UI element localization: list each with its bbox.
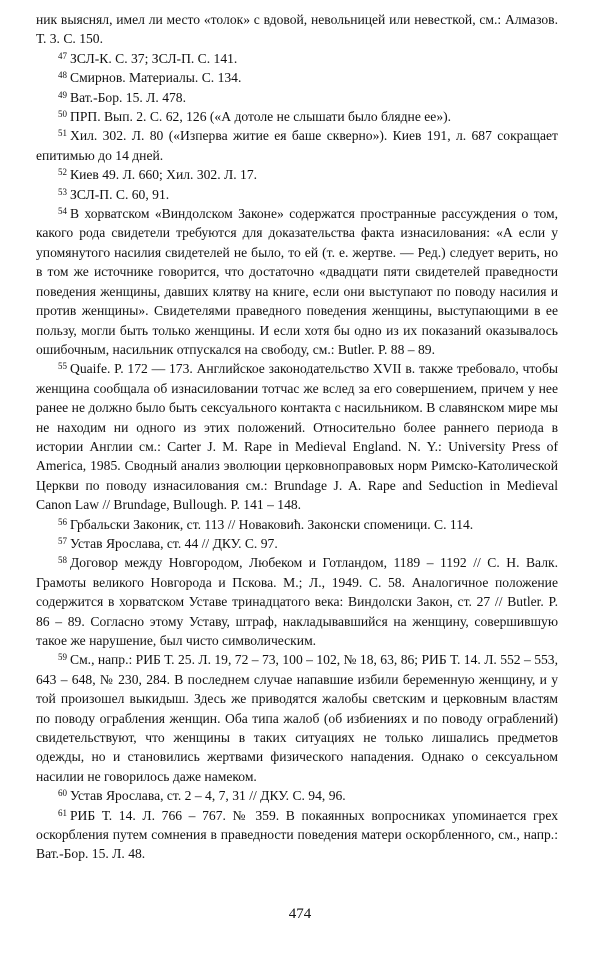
footnote-58: [36, 553, 558, 650]
footnote-56: [36, 515, 558, 534]
page-number: 474: [288, 906, 312, 922]
footnote-number: 57: [58, 535, 67, 546]
footnote-text: Хил. 302. Л. 80 («Изперва житие ея баше скверно»). Киев 191, л. 687 сокращает епитимью до 14 дней.: [36, 128, 558, 163]
footnote-text: ЗСЛ-К. С. 37; ЗСЛ-П. С. 141.: [70, 50, 238, 66]
footnote-number: 61: [58, 807, 67, 818]
footnote-text: ПРП. Вып. 2. С. 62, 126 («А дотоле не слышати было блядне ее»).: [70, 109, 452, 125]
footnote-text: Грбальски Законик, ст. 113 // Новаковић. Законски споменици. С. 114.: [70, 516, 474, 532]
footnote-57: [36, 534, 558, 553]
footnote-text: Договор между Новгородом, Любеком и Готландом, 1189 – 1192 // С. Н. Валк. Грамоты великого Новгорода и Пскова. М.; Л., 1949. С. 58. Аналогичное положение содержится в хорватском Уставе тринадцатого века: Виндолски Закон, ст. 27 // Butler. P. 86 – 89. Согласно этому Уставу, штраф, накладывавшийся на женщину, совершившую такое же нарушение, был чисто символическим.: [36, 555, 558, 648]
footnote-number: 52: [58, 167, 67, 178]
footnote-text: ЗСЛ-П. С. 60, 91.: [70, 186, 170, 202]
footnote-number: 60: [58, 788, 67, 799]
footnote-number: 54: [58, 206, 67, 217]
footnote-text: В хорватском «Виндолском Законе» содержатся пространные рассуждения о том, какого рода свидетели требуются для доказательства факта изнасилования: «А если у упомянутого насилия свидетелей не было, то ей (т. е. жертве. — Ред.) следует верить, но в том же источнике говорится, что достаточно «двадцати пяти свидетелей праведности поведения женщины, давших клятву на книге, если они выступают по поводу насилия и против женщины». Свидетелями праведного поведения женщины, выступающими в ее пользу, могли быть только женщины. И если хотя бы одно из их показаний оказывалось ошибочным, насильник отпускался на свободу, см.: Butler. P. 88 – 89.: [36, 206, 558, 357]
footnote-55: [36, 359, 558, 514]
footnote-60: [36, 786, 558, 805]
footnote-53: [36, 185, 558, 204]
footnote-text: См., напр.: РИБ Т. 25. Л. 19, 72 – 73, 100 – 102, № 18, 63, 86; РИБ Т. 14. Л. 552 – 553, 643 – 648, № 230, 284. В последнем случае напавшие избили беременную женщину, и у той произошел выкидыш. Здесь же приводятся жалобы светским и церковным властям по поводу ограбления женщин. Оба типа жалоб (об избиениях и по поводу ограблений) свидетельствуют, что женщины в таких ситуациях не только лишались предметов одежды, но и становились жертвами физического нападения. Однако о сексуальном насилии не говорилось даже намеком.: [36, 652, 558, 784]
footnote-text: Смирнов. Материалы. С. 134.: [70, 70, 242, 86]
footnote-52: [36, 165, 558, 184]
footnote-text: Устав Ярослава, ст. 2 – 4, 7, 31 // ДКУ. С. 94, 96.: [70, 788, 346, 804]
continuation-paragraph: ник выяснял, имел ли место «толок» с вдовой, невольницей или невесткой, см.: Алмазов. Т. 3. С. 150.: [36, 12, 558, 47]
footnote-text: Quaife. P. 172 — 173. Английское законодательство XVII в. также требовало, чтобы женщина сообщала об изнасиловании тотчас же вслед за его совершением, причем у нее ранее не должно было быть сексуального контакта с насильником. В славянском мире мы не находим ни одного из этих положений. Относительно более раннего периода в истории Англии см.: Carter J. M. Rape in Medieval England. N. Y.: University Press of America, 1985. Сводный анализ эволюции церковноправовых норм Римско-Католической Церкви по поводу изнасилования см.: Brundage J. A. Rape and Seduction in Medieval Canon Law // Brundage, Bullough. P. 141 – 148.: [36, 361, 558, 513]
footnote-text: РИБ Т. 14. Л. 766 – 767. № 359. В покаянных вопросниках упоминается грех оскорбления путем сомнения в праведности поведения матери оскорбленного, см., напр.: Ват.-Бор. 15. Л. 48.: [36, 807, 558, 862]
footnote-number: 48: [58, 70, 67, 81]
footnote-50: [36, 107, 558, 126]
footnote-number: 56: [58, 516, 67, 527]
footnote-51: [36, 126, 558, 165]
footnote-48: [36, 68, 558, 87]
footnote-49: [36, 88, 558, 107]
footnote-number: 58: [58, 555, 67, 566]
footnote-number: 59: [58, 652, 67, 663]
footnote-47: [36, 49, 558, 68]
footnote-59: [36, 650, 558, 786]
footnote-text: Ват.-Бор. 15. Л. 478.: [70, 89, 186, 105]
footnote-number: 53: [58, 186, 67, 197]
footnote-54: [36, 204, 558, 359]
footnote-text: Киев 49. Л. 660; Хил. 302. Л. 17.: [70, 167, 258, 183]
footnote-number: 47: [58, 50, 67, 61]
footnote-number: 55: [58, 361, 67, 372]
footnote-number: 51: [58, 128, 67, 139]
footnote-61: [36, 806, 558, 864]
footnote-text: Устав Ярослава, ст. 44 // ДКУ. С. 97.: [70, 535, 278, 551]
footnote-number: 49: [58, 89, 67, 100]
footnote-number: 50: [58, 109, 67, 120]
